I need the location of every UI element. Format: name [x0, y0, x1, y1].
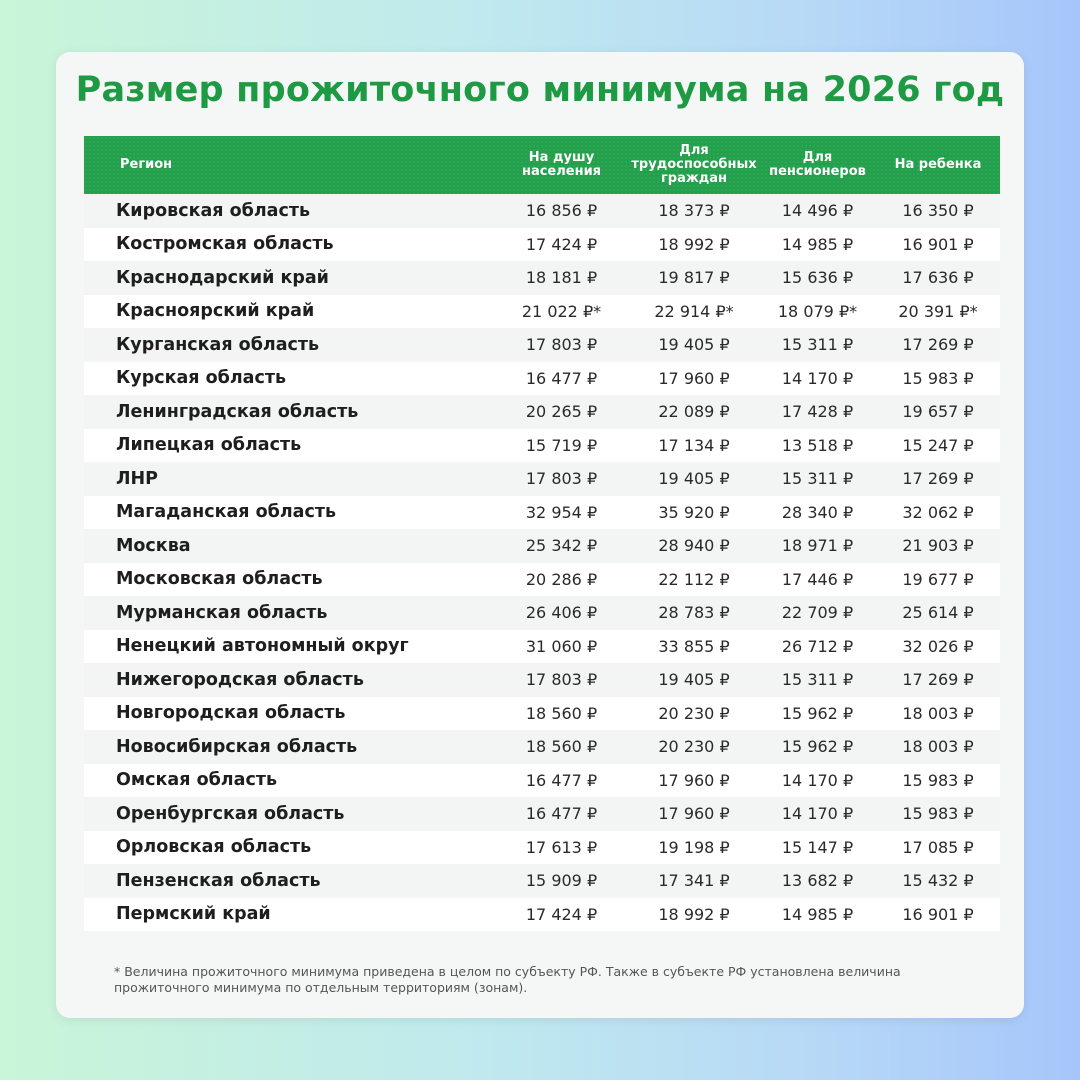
table-row: [84, 362, 1000, 396]
per-capita-cell: 21 022 ₽*: [521, 301, 602, 321]
table-row: [84, 764, 1000, 798]
subsistence-table: [84, 136, 1000, 931]
table-row: [84, 630, 1000, 664]
region-cell: Магаданская область: [116, 502, 337, 523]
table-row: [84, 496, 1000, 530]
per-capita-cell: 16 856 ₽: [525, 201, 598, 221]
header-children: На ребенка: [894, 157, 982, 172]
region-cell: Пермский край: [116, 904, 271, 925]
children-cell: 19 657 ₽: [902, 402, 974, 422]
per-capita-cell: 25 342 ₽: [525, 536, 598, 556]
per-capita-cell: 18 560 ₽: [525, 737, 598, 757]
children-cell: 21 903 ₽: [902, 536, 974, 556]
per-capita-cell: 31 060 ₽: [525, 636, 598, 656]
per-capita-cell: 17 424 ₽: [525, 234, 598, 254]
working-cell: 33 855 ₽: [658, 636, 730, 656]
pensioners-cell: 13 682 ₽: [781, 871, 854, 891]
pensioners-cell: 13 518 ₽: [781, 435, 854, 455]
working-cell: 22 089 ₽: [658, 402, 730, 422]
working-cell: 19 405 ₽: [658, 469, 730, 489]
pensioners-cell: 22 709 ₽: [781, 603, 854, 623]
region-cell: Красноярский край: [116, 301, 315, 322]
children-cell: 32 026 ₽: [902, 636, 974, 656]
children-cell: 15 983 ₽: [902, 804, 974, 824]
working-cell: 18 992 ₽: [658, 234, 730, 254]
per-capita-cell: 15 719 ₽: [525, 435, 598, 455]
children-cell: 32 062 ₽: [902, 502, 974, 522]
per-capita-cell: 16 477 ₽: [525, 770, 598, 790]
footnote: * Величина прожиточного минимума приведена в целом по субъекту РФ. Также в субъекте РФ установлена величина прожиточного минимума по отдельным территориям (зонам).: [114, 964, 901, 995]
region-cell: ЛНР: [116, 468, 159, 489]
children-cell: 18 003 ₽: [902, 703, 974, 723]
table-row: [84, 563, 1000, 597]
working-cell: 19 405 ₽: [658, 670, 730, 690]
region-cell: Оренбургская область: [116, 803, 345, 824]
region-cell: Новосибирская область: [116, 736, 358, 757]
pensioners-cell: 14 170 ₽: [781, 804, 854, 824]
pensioners-cell: 14 496 ₽: [781, 201, 854, 221]
pensioners-cell: 14 170 ₽: [781, 770, 854, 790]
region-cell: Москва: [116, 535, 191, 556]
children-cell: 16 901 ₽: [902, 234, 974, 254]
table-body: [84, 194, 1000, 931]
working-cell: 19 405 ₽: [658, 335, 730, 355]
working-cell: 18 373 ₽: [658, 201, 730, 221]
working-cell: 17 960 ₽: [658, 770, 730, 790]
region-cell: Новгородская область: [116, 703, 346, 724]
pensioners-cell: 17 446 ₽: [781, 569, 854, 589]
table-row: [84, 228, 1000, 262]
children-cell: 16 350 ₽: [902, 201, 974, 221]
children-cell: 15 983 ₽: [902, 770, 974, 790]
children-cell: 15 432 ₽: [902, 871, 974, 891]
table-row: [84, 462, 1000, 496]
region-cell: Курганская область: [116, 334, 320, 355]
content-card: [56, 52, 1024, 1018]
per-capita-cell: 16 477 ₽: [525, 368, 598, 388]
table-row: [84, 864, 1000, 898]
table-row: [84, 596, 1000, 630]
region-cell: Костромская область: [116, 234, 334, 255]
working-cell: 17 341 ₽: [658, 871, 730, 891]
working-cell: 28 940 ₽: [658, 536, 730, 556]
region-cell: Мурманская область: [116, 602, 328, 623]
per-capita-cell: 15 909 ₽: [525, 871, 598, 891]
working-cell: 17 134 ₽: [658, 435, 730, 455]
working-cell: 22 112 ₽: [658, 569, 730, 589]
children-cell: 17 636 ₽: [902, 268, 974, 288]
table-row: [84, 797, 1000, 831]
pensioners-cell: 14 985 ₽: [781, 234, 854, 254]
pensioners-cell: 15 962 ₽: [781, 737, 854, 757]
table-row: [84, 429, 1000, 463]
pensioners-cell: 17 428 ₽: [781, 402, 854, 422]
table-row: [84, 529, 1000, 563]
region-cell: Омская область: [116, 770, 278, 791]
children-cell: 17 269 ₽: [902, 469, 974, 489]
per-capita-cell: 17 803 ₽: [525, 670, 598, 690]
pensioners-cell: 15 147 ₽: [781, 837, 854, 857]
pensioners-cell: 14 985 ₽: [781, 904, 854, 924]
children-cell: 18 003 ₽: [902, 737, 974, 757]
pensioners-cell: 18 971 ₽: [781, 536, 854, 556]
per-capita-cell: 17 613 ₽: [525, 837, 598, 857]
table-row: [84, 295, 1000, 329]
children-cell: 25 614 ₽: [902, 603, 974, 623]
pensioners-cell: 28 340 ₽: [781, 502, 854, 522]
region-cell: Ненецкий автономный округ: [116, 636, 409, 657]
children-cell: 19 677 ₽: [902, 569, 974, 589]
pensioners-cell: 26 712 ₽: [781, 636, 854, 656]
header-working: Для трудоспособных граждан: [631, 143, 757, 186]
region-cell: Курская область: [116, 368, 287, 389]
children-cell: 15 247 ₽: [902, 435, 974, 455]
table-row: [84, 261, 1000, 295]
header-region: Регион: [120, 157, 173, 172]
pensioners-cell: 14 170 ₽: [781, 368, 854, 388]
children-cell: 17 269 ₽: [902, 670, 974, 690]
region-cell: Пензенская область: [116, 870, 321, 891]
table-row: [84, 697, 1000, 731]
region-cell: Кировская область: [116, 200, 311, 221]
per-capita-cell: 16 477 ₽: [525, 804, 598, 824]
working-cell: 17 960 ₽: [658, 804, 730, 824]
working-cell: 19 817 ₽: [658, 268, 730, 288]
per-capita-cell: 20 265 ₽: [525, 402, 598, 422]
working-cell: 17 960 ₽: [658, 368, 730, 388]
table-row: [84, 194, 1000, 228]
pensioners-cell: 15 311 ₽: [781, 670, 854, 690]
table-row: [84, 898, 1000, 932]
region-cell: Нижегородская область: [116, 669, 364, 690]
pensioners-cell: 15 636 ₽: [781, 268, 854, 288]
per-capita-cell: 17 424 ₽: [525, 904, 598, 924]
pensioners-cell: 18 079 ₽*: [777, 301, 858, 321]
working-cell: 28 783 ₽: [658, 603, 730, 623]
working-cell: 22 914 ₽*: [654, 301, 734, 321]
pensioners-cell: 15 962 ₽: [781, 703, 854, 723]
table-row: [84, 831, 1000, 865]
per-capita-cell: 32 954 ₽: [525, 502, 598, 522]
region-cell: Краснодарский край: [116, 267, 329, 288]
per-capita-cell: 17 803 ₽: [525, 469, 598, 489]
per-capita-cell: 18 181 ₽: [525, 268, 598, 288]
working-cell: 20 230 ₽: [658, 737, 730, 757]
children-cell: 17 269 ₽: [902, 335, 974, 355]
table-row: [84, 663, 1000, 697]
children-cell: 17 085 ₽: [902, 837, 974, 857]
table-row: [84, 730, 1000, 764]
region-cell: Липецкая область: [116, 435, 302, 456]
per-capita-cell: 26 406 ₽: [525, 603, 598, 623]
children-cell: 16 901 ₽: [902, 904, 974, 924]
page-title: Размер прожиточного минимума на 2026 год: [75, 70, 1005, 110]
working-cell: 18 992 ₽: [658, 904, 730, 924]
header-per-capita: На душу населения: [521, 150, 602, 179]
region-cell: Ленинградская область: [116, 401, 359, 422]
working-cell: 20 230 ₽: [658, 703, 730, 723]
region-cell: Московская область: [116, 569, 323, 590]
children-cell: 15 983 ₽: [902, 368, 974, 388]
children-cell: 20 391 ₽*: [898, 301, 978, 321]
working-cell: 19 198 ₽: [658, 837, 730, 857]
working-cell: 35 920 ₽: [658, 502, 730, 522]
region-cell: Орловская область: [116, 837, 312, 858]
table-row: [84, 328, 1000, 362]
pensioners-cell: 15 311 ₽: [781, 335, 854, 355]
header-pensioners: Для пенсионеров: [769, 150, 866, 179]
table-header: [84, 136, 1000, 194]
per-capita-cell: 20 286 ₽: [525, 569, 598, 589]
table-row: [84, 395, 1000, 429]
per-capita-cell: 18 560 ₽: [525, 703, 598, 723]
pensioners-cell: 15 311 ₽: [781, 469, 854, 489]
per-capita-cell: 17 803 ₽: [525, 335, 598, 355]
